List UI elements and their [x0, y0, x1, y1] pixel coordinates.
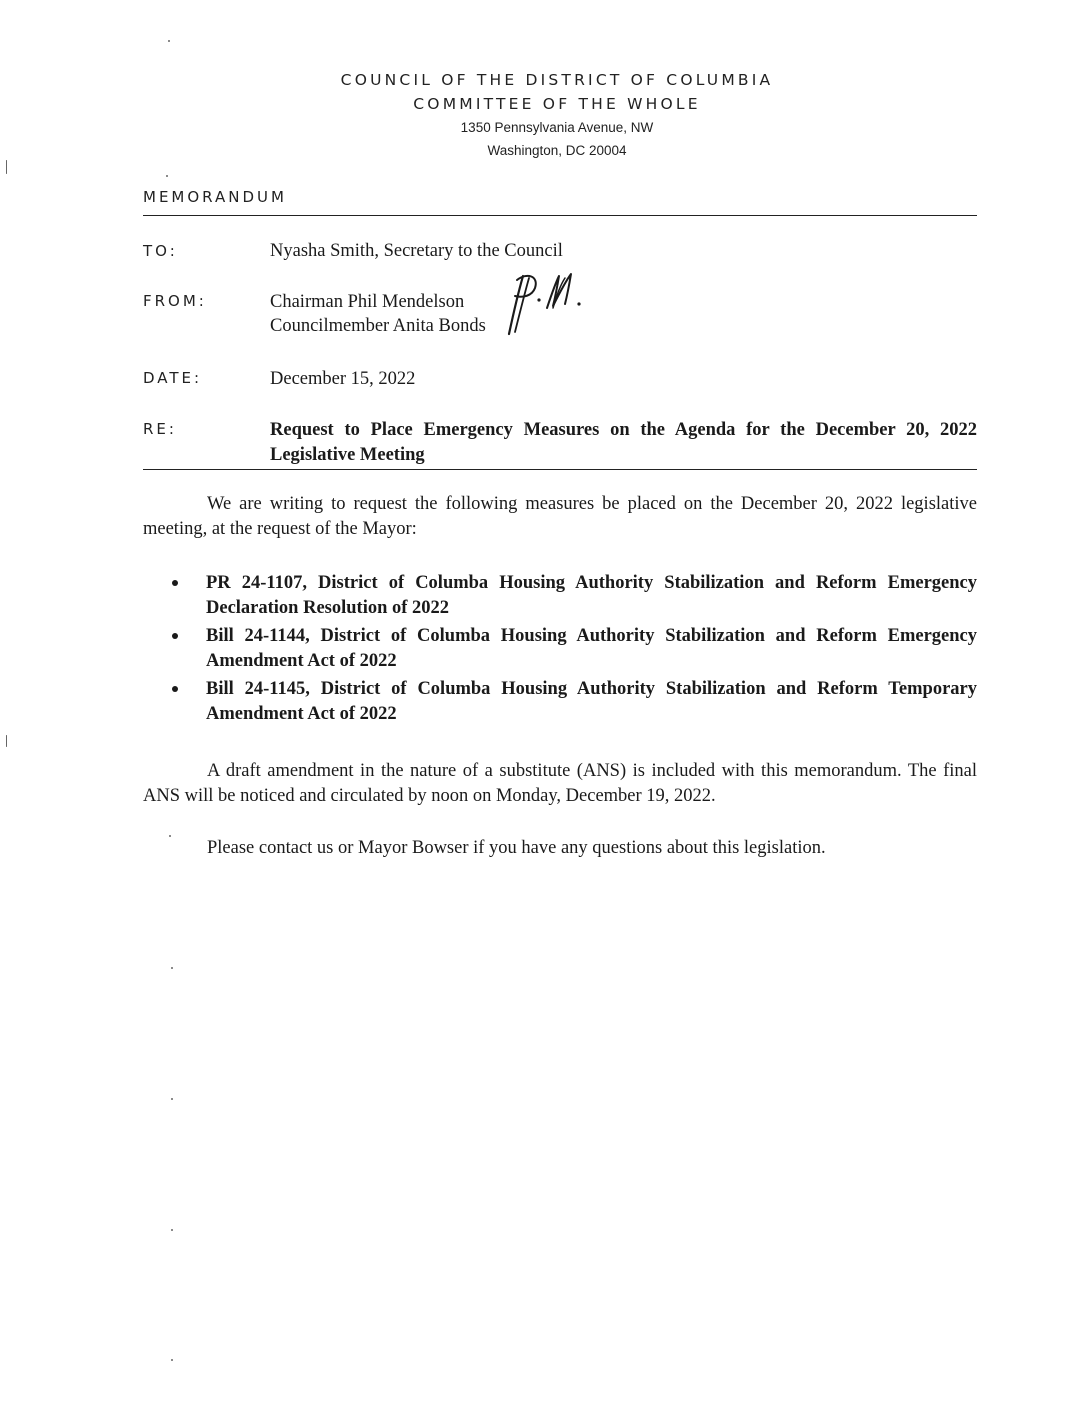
list-item — [170, 677, 977, 727]
bullet-icon — [172, 686, 178, 692]
from-value — [270, 290, 486, 338]
measure-text: PR 24-1107, District of Columba Housing Authority Stabilization and Reform Emergency Declaration Resolution of 2022 — [206, 573, 977, 618]
from-councilmember: Councilmember Anita Bonds — [270, 316, 486, 336]
date-value: December 15, 2022 — [270, 369, 416, 389]
to-value: Nyasha Smith, Secretary to the Council — [270, 241, 563, 261]
to-label: TO: — [143, 242, 178, 260]
scan-speck — [6, 160, 7, 174]
date-label: DATE: — [143, 369, 203, 387]
scan-speck — [168, 40, 170, 42]
header-rule-bottom — [143, 469, 977, 470]
letterhead-committee: COMMITTEE OF THE WHOLE — [413, 95, 701, 113]
re-label: RE: — [143, 420, 177, 438]
bullet-icon — [172, 580, 178, 586]
list-item — [170, 571, 977, 621]
memo-heading: MEMORANDUM — [143, 188, 287, 206]
intro-paragraph: We are writing to request the following measures be placed on the December 20, 2022 legislative meeting, at the request of the Mayor: — [143, 494, 977, 539]
scan-speck — [166, 175, 168, 177]
letterhead — [0, 68, 1088, 162]
measure-text: Bill 24-1144, District of Columba Housing Authority Stabilization and Reform Emergency Amendment Act of 2022 — [206, 626, 977, 671]
scan-speck — [171, 967, 173, 969]
scan-speck — [171, 1098, 173, 1100]
measures-list — [170, 571, 977, 730]
list-item — [170, 624, 977, 674]
scan-speck — [171, 1359, 173, 1361]
re-subject: Request to Place Emergency Measures on the Agenda for the December 20, 2022 Legislative Meeting — [270, 420, 977, 465]
header-rule-top — [143, 215, 977, 216]
ans-paragraph: A draft amendment in the nature of a substitute (ANS) is included with this memorandum. The final ANS will be noticed and circulated by noon on Monday, December 19, 2022. — [143, 761, 977, 806]
from-label: FROM: — [143, 292, 207, 310]
scan-speck — [171, 1229, 173, 1231]
letterhead-council: COUNCIL OF THE DISTRICT OF COLUMBIA — [340, 71, 774, 89]
from-chairman: Chairman Phil Mendelson — [270, 292, 465, 312]
signature-initials — [495, 268, 605, 340]
closing-paragraph: Please contact us or Mayor Bowser if you have any questions about this legislation. — [207, 838, 826, 858]
letterhead-city: Washington, DC 20004 — [487, 143, 627, 158]
measure-text: Bill 24-1145, District of Columba Housing Authority Stabilization and Reform Temporary Amendment Act of 2022 — [206, 679, 977, 724]
scan-speck — [6, 735, 7, 747]
bullet-icon — [172, 633, 178, 639]
letterhead-address: 1350 Pennsylvania Avenue, NW — [460, 120, 654, 135]
